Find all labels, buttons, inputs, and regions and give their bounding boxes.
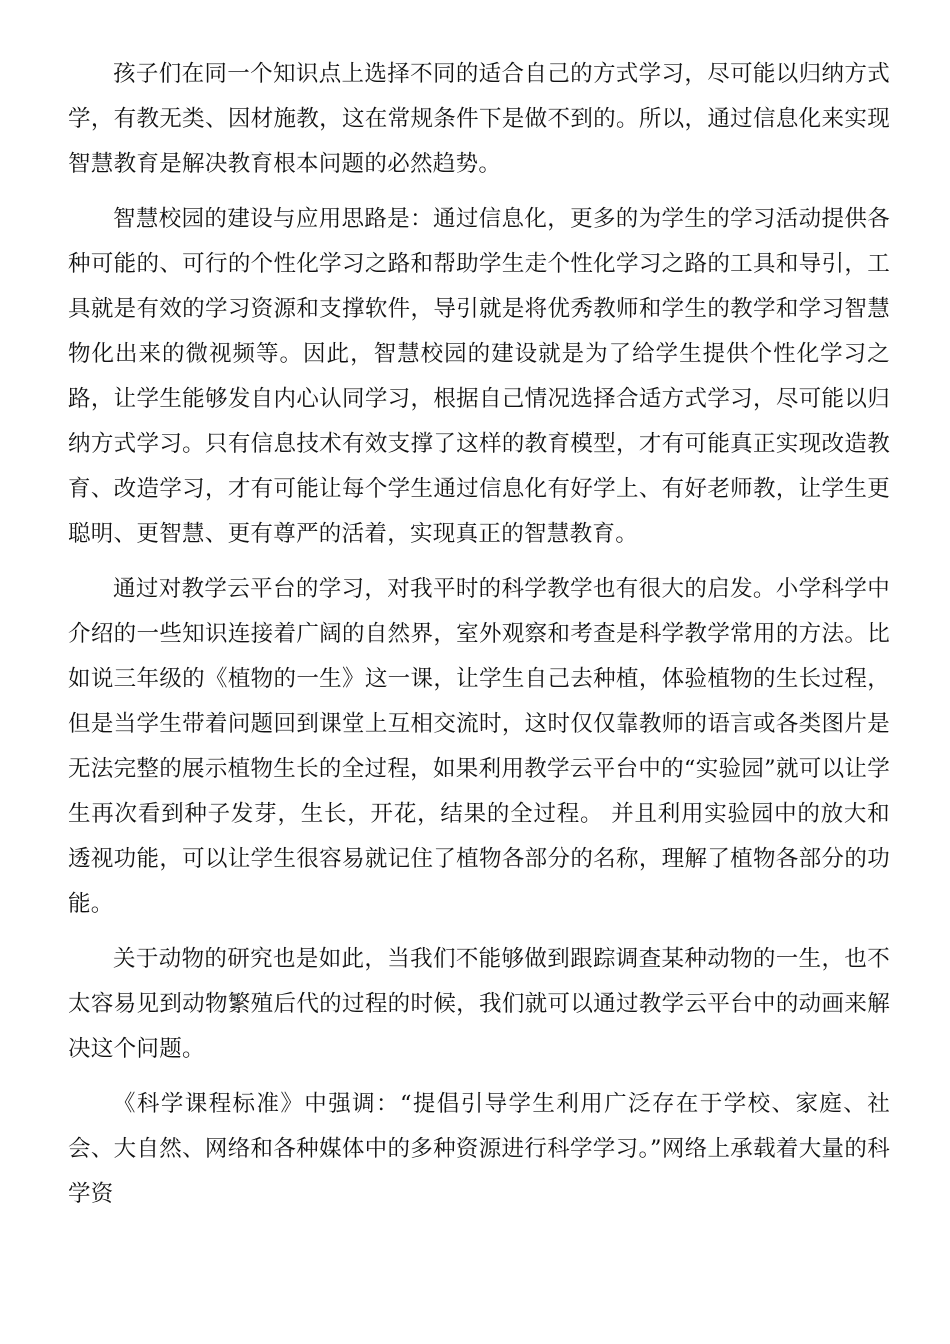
paragraph-4: 关于动物的研究也是如此，当我们不能够做到跟踪调查某种动物的一生，也不太容易见到动物繁殖后代的过程的时候，我们就可以通过教学云平台中的动画来解决这个问题。 bbox=[68, 946, 890, 1062]
document-body bbox=[68, 52, 890, 1227]
paragraph-1: 孩子们在同一个知识点上选择不同的适合自己的方式学习，尽可能以归纳方式学，有教无类、因材施教，这在常规条件下是做不到的。所以，通过信息化来实现智慧教育是解决教育根本问题的必然趋势。 bbox=[68, 61, 890, 177]
paragraph-5: 《科学课程标准》中强调：“提倡引导学生利用广泛存在于学校、家庭、社会、大自然、网络和各种媒体中的多种资源进行科学学习。”网络上承载着大量的科学资 bbox=[68, 1091, 890, 1207]
paragraph-2: 智慧校园的建设与应用思路是：通过信息化，更多的为学生的学习活动提供各种可能的、可行的个性化学习之路和帮助学生走个性化学习之路的工具和导引，工具就是有效的学习资源和支撑软件，导引就是将优秀教师和学生的教学和学习智慧物化出来的微视频等。因此，智慧校园的建设就是为了给学生提供个性化学习之路，让学生能够发自内心认同学习，根据自己情况选择合适方式学习，尽可能以归纳方式学习。只有信息技术有效支撑了这样的教育模型，才有可能真正实现改造教育、改造学习，才有可能让每个学生通过信息化有好学上、有好老师教，让学生更聪明、更智慧、更有尊严的活着，实现真正的智慧教育。 bbox=[68, 206, 890, 547]
paragraph-3: 通过对教学云平台的学习，对我平时的科学教学也有很大的启发。小学科学中介绍的一些知识连接着广阔的自然界，室外观察和考查是科学教学常用的方法。比如说三年级的《植物的一生》这一课，让学生自己去种植，体验植物的生长过程，但是当学生带着问题回到课堂上互相交流时，这时仅仅靠教师的语言或各类图片是无法完整的展示植物生长的全过程，如果利用教学云平台中的“实验园”就可以让学生再次看到种子发芽，生长，开花，结果的全过程。 并且利用实验园中的放大和透视功能，可以让学生很容易就记住了植物各部分的名称，理解了植物各部分的功能。 bbox=[68, 576, 890, 917]
